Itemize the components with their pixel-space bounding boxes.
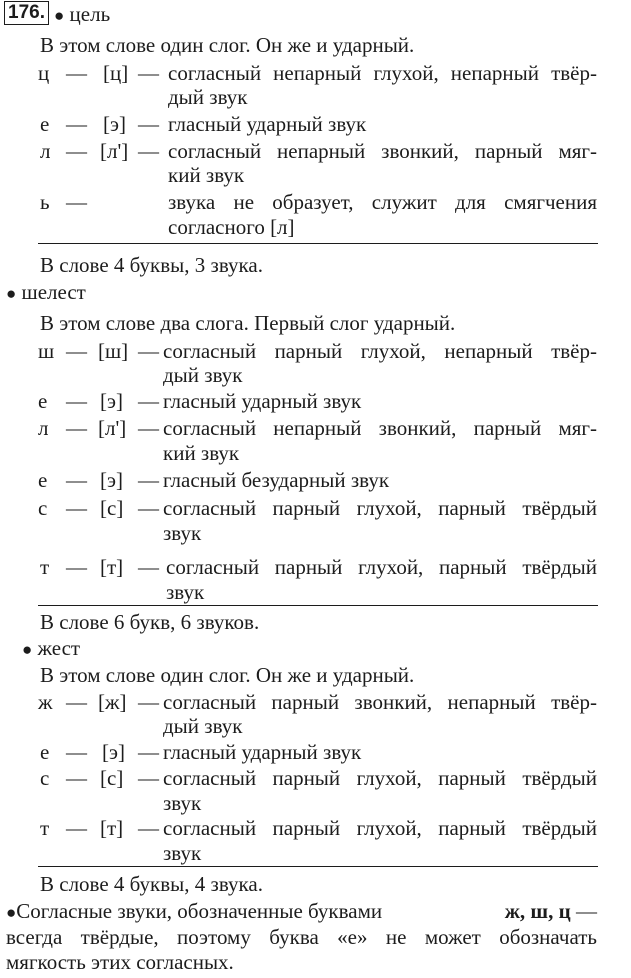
note-line-3: мягкость этих согласных. xyxy=(6,950,234,974)
row-description-cont: звук xyxy=(163,791,202,815)
row-dash: — xyxy=(66,339,87,363)
row-letter: ь xyxy=(40,190,50,214)
row-letter: с xyxy=(38,496,48,520)
row-letter: ш xyxy=(38,339,55,363)
row-letter: е xyxy=(40,112,50,136)
row-description: гласный ударный звук xyxy=(163,740,362,764)
bullet-icon: ● xyxy=(6,903,17,922)
divider xyxy=(38,866,598,867)
row-description-cont: кий звук xyxy=(163,441,240,465)
section-2-intro: В этом слове два слога. Первый слог ударный. xyxy=(40,311,456,335)
note-line-2: всегда твёрдые, поэтому буква «е» не может обозначать xyxy=(6,925,597,949)
row-description-cont: кий звук xyxy=(168,163,245,187)
row-letter: л xyxy=(38,416,49,440)
row-description-cont: звук xyxy=(163,841,202,865)
row-sound: [ш] xyxy=(98,339,129,363)
section-1-word: цель xyxy=(69,2,111,26)
row-description: согласный парный глухой, парный твёрдый xyxy=(163,496,597,520)
row-dash: — xyxy=(138,555,159,579)
row-dash: — xyxy=(138,468,159,492)
row-description: звука не образует, служит для смягчения xyxy=(168,190,597,214)
row-dash: — xyxy=(138,766,159,790)
row-description: согласный парный глухой, парный твёрдый xyxy=(166,555,597,579)
section-1-heading xyxy=(54,2,110,28)
row-dash: — xyxy=(138,61,159,85)
row-sound: [э] xyxy=(100,468,123,492)
row-dash: — xyxy=(138,389,159,413)
bullet-icon: ● xyxy=(22,640,33,659)
row-dash: — xyxy=(138,112,159,136)
section-3-intro: В этом слове один слог. Он же и ударный. xyxy=(40,663,415,687)
row-dash: — xyxy=(66,766,87,790)
row-dash: — xyxy=(138,139,159,163)
row-sound: [ж] xyxy=(98,690,127,714)
divider xyxy=(38,605,598,606)
row-sound: [ц] xyxy=(103,61,129,85)
row-description: согласный парный звонкий, непарный твёр- xyxy=(163,690,597,714)
bullet-icon: ● xyxy=(54,6,65,25)
section-3-word: жест xyxy=(37,636,81,660)
note-line-1 xyxy=(6,899,597,925)
row-letter: ж xyxy=(38,690,53,714)
row-dash: — xyxy=(138,496,159,520)
row-letter: л xyxy=(40,139,51,163)
row-dash: — xyxy=(138,339,159,363)
row-description: согласный парный глухой, парный твёрдый xyxy=(163,816,597,840)
section-1-intro: В этом слове один слог. Он же и ударный. xyxy=(40,33,415,57)
row-letter: е xyxy=(38,468,48,492)
divider xyxy=(38,243,598,244)
row-sound: [с] xyxy=(100,496,124,520)
row-description: гласный безударный звук xyxy=(163,468,390,492)
row-dash: — xyxy=(66,740,87,764)
task-number: 176. xyxy=(4,1,49,25)
note-letters: ж, ш, ц xyxy=(504,899,571,923)
row-dash: — xyxy=(66,389,87,413)
row-sound: [л'] xyxy=(100,139,129,163)
note-dash: — xyxy=(576,899,597,923)
row-description-cont: дый звук xyxy=(163,363,243,387)
row-dash: — xyxy=(138,690,159,714)
row-dash: — xyxy=(66,690,87,714)
bullet-icon: ● xyxy=(6,284,17,303)
section-2-heading xyxy=(6,280,86,306)
row-letter: с xyxy=(40,766,50,790)
row-description: согласный парный глухой, непарный твёр- xyxy=(163,339,597,363)
row-description-cont: дый звук xyxy=(168,85,248,109)
row-letter: е xyxy=(40,740,50,764)
row-description: согласный непарный звонкий, парный мяг- xyxy=(163,416,597,440)
row-dash: — xyxy=(66,190,87,214)
row-description: гласный ударный звук xyxy=(168,112,367,136)
row-sound: [с] xyxy=(100,766,124,790)
row-dash: — xyxy=(66,468,87,492)
row-dash: — xyxy=(66,496,87,520)
section-3-summary: В слове 4 буквы, 4 звука. xyxy=(40,872,263,896)
row-description: гласный ударный звук xyxy=(163,389,362,413)
row-description: согласный непарный звонкий, парный мяг- xyxy=(168,139,597,163)
row-dash: — xyxy=(138,740,159,764)
row-dash: — xyxy=(66,816,87,840)
row-dash: — xyxy=(66,61,87,85)
section-2-summary: В слове 6 букв, 6 звуков. xyxy=(40,610,260,634)
row-sound: [т] xyxy=(100,816,124,840)
row-letter: т xyxy=(40,816,50,840)
row-description-cont: звук xyxy=(163,521,202,545)
row-sound: [э] xyxy=(100,389,123,413)
row-letter: е xyxy=(38,389,48,413)
row-sound: [л'] xyxy=(98,416,127,440)
row-dash: — xyxy=(66,416,87,440)
row-dash: — xyxy=(66,139,87,163)
row-description-cont: звук xyxy=(166,580,205,604)
section-3-heading xyxy=(22,636,80,662)
note-text: Согласные звуки, обозначенные буквами xyxy=(16,899,383,923)
row-sound: [э] xyxy=(102,740,125,764)
row-dash: — xyxy=(66,112,87,136)
row-sound: [э] xyxy=(103,112,126,136)
row-dash: — xyxy=(138,816,159,840)
row-description: согласный непарный глухой, непарный твёр- xyxy=(168,61,597,85)
section-1-summary: В слове 4 буквы, 3 звука. xyxy=(40,253,263,277)
row-letter: ц xyxy=(38,61,50,85)
row-letter: т xyxy=(40,555,50,579)
row-description-cont: дый звук xyxy=(163,714,243,738)
row-dash: — xyxy=(138,416,159,440)
row-sound: [т] xyxy=(100,555,124,579)
row-description: согласный парный глухой, парный твёрдый xyxy=(163,766,597,790)
section-2-word: шелест xyxy=(21,280,86,304)
row-dash: — xyxy=(66,555,87,579)
row-description-cont: согласного [л] xyxy=(168,215,295,239)
